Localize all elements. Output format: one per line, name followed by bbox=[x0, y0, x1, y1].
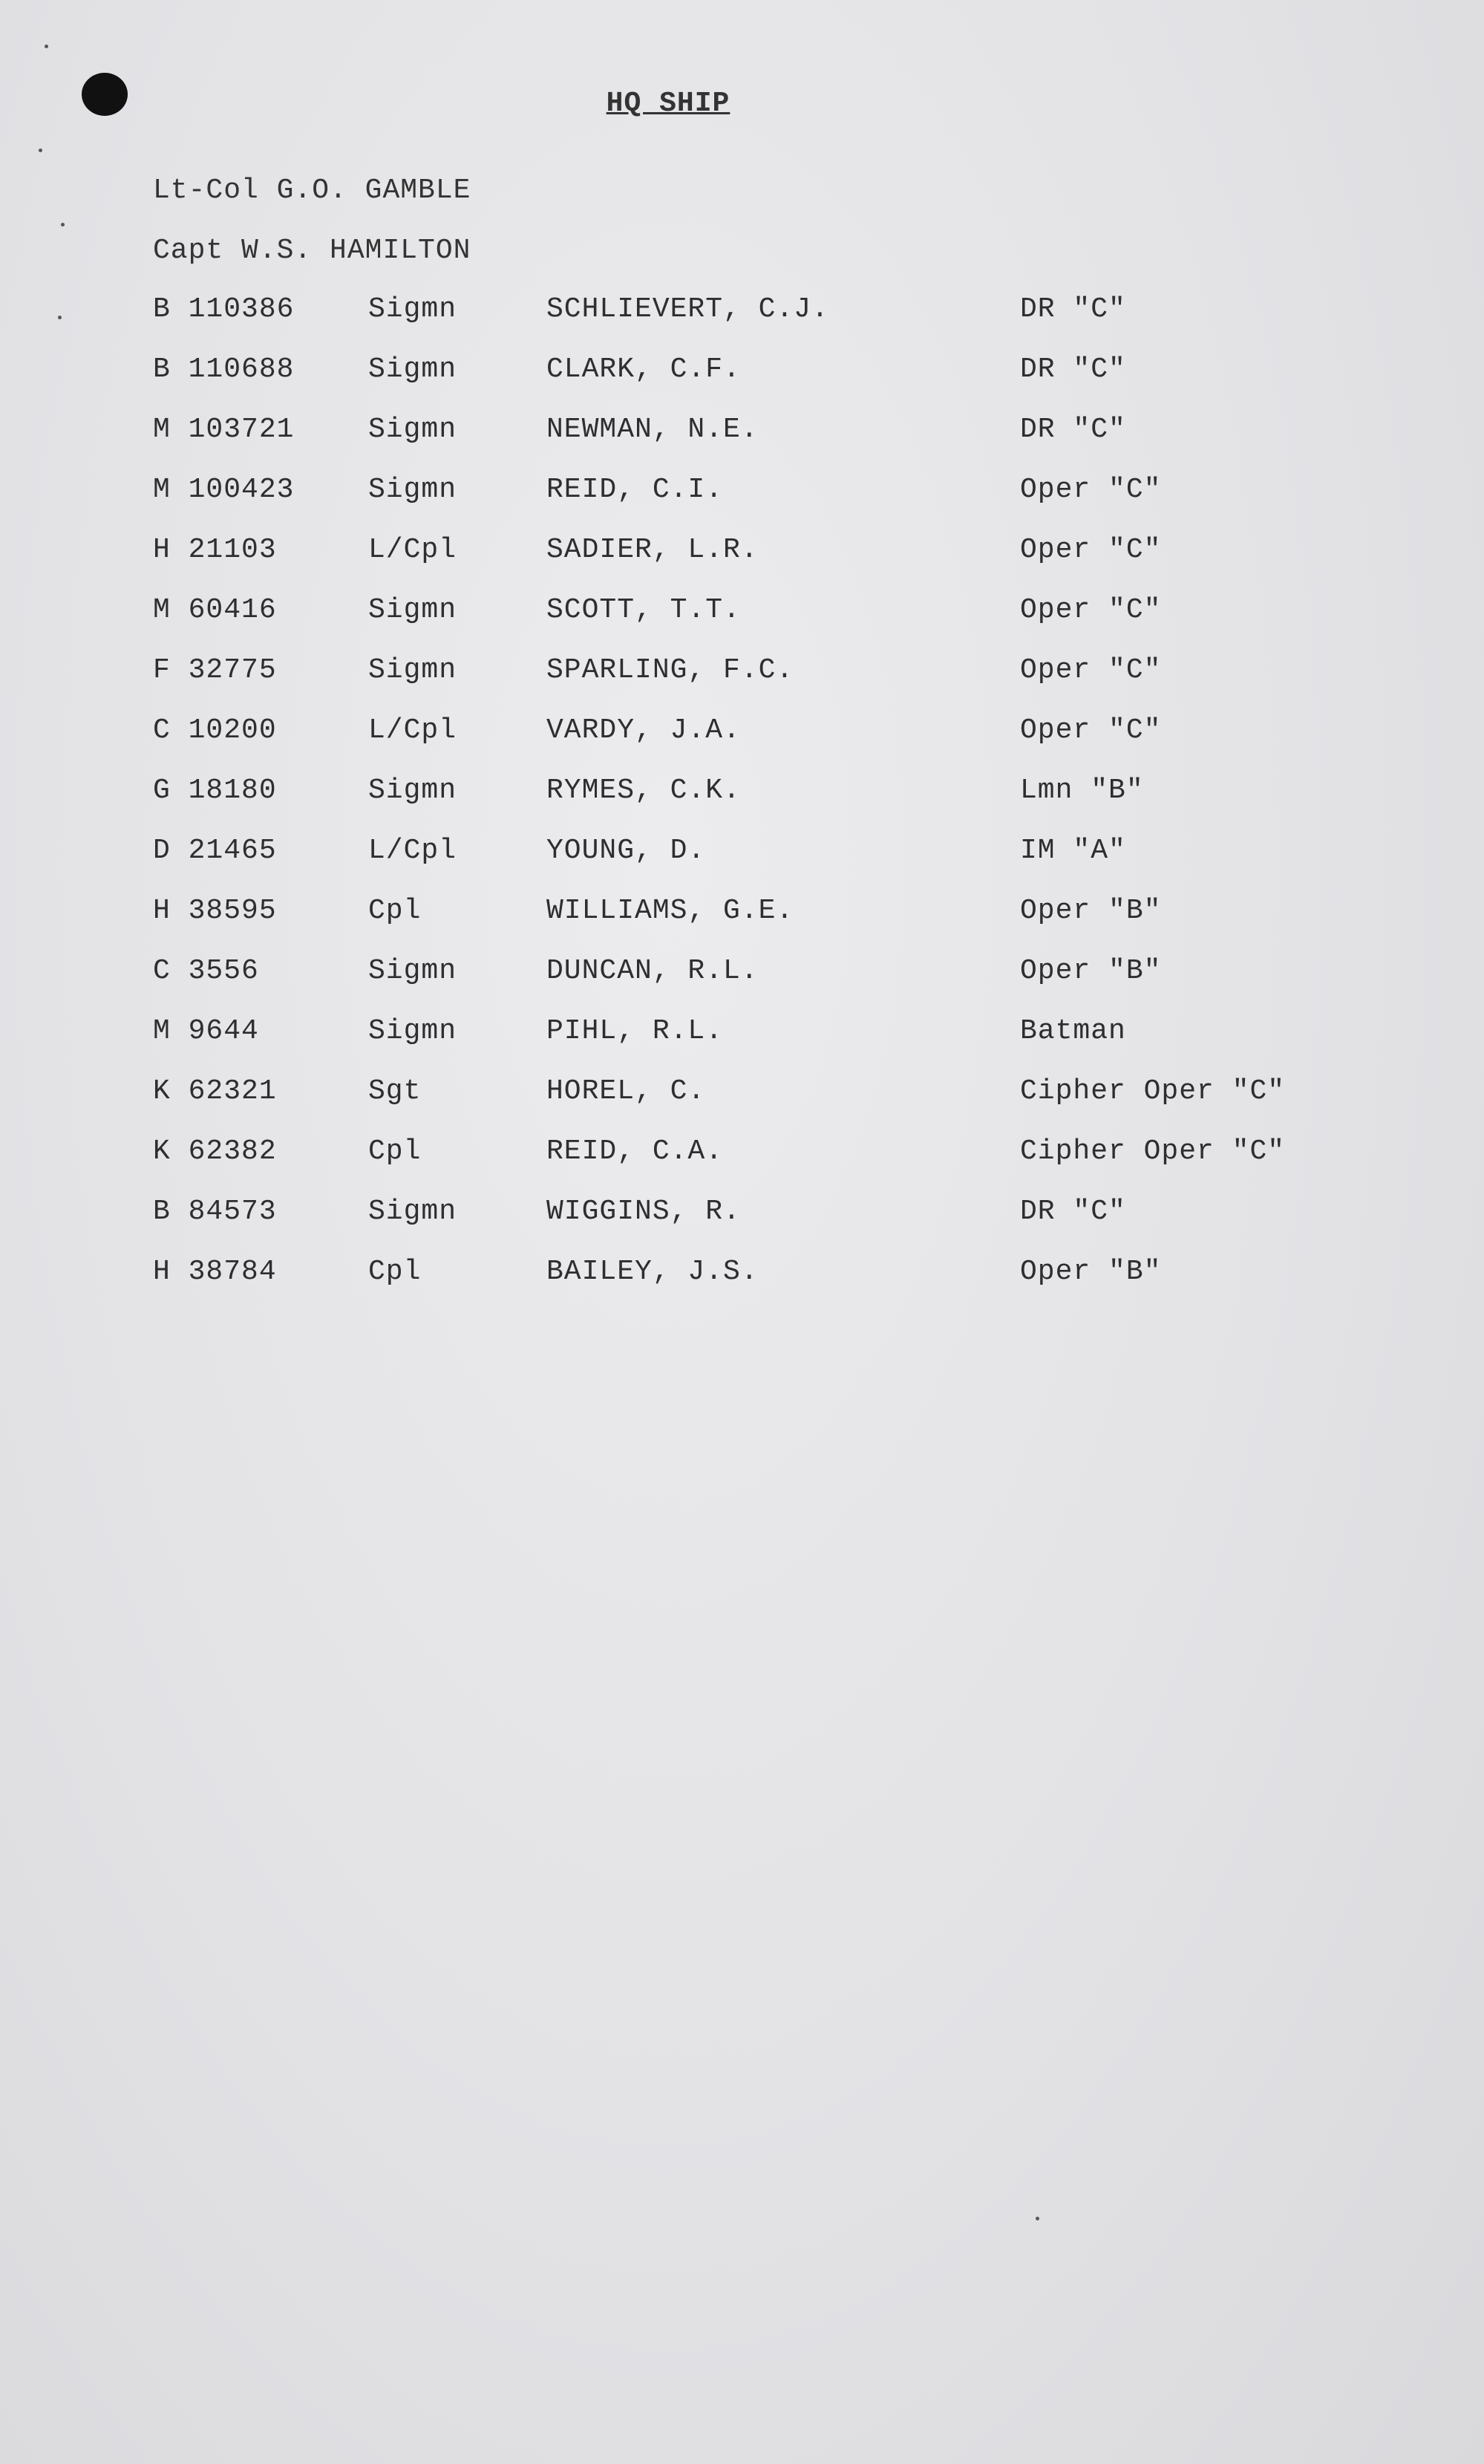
person-name: WILLIAMS, G.E. bbox=[546, 895, 794, 927]
rank: Sigmn bbox=[368, 594, 457, 626]
rank: Cpl bbox=[368, 895, 422, 927]
duty-assignment: Oper "C" bbox=[1020, 534, 1162, 566]
person-name: DUNCAN, R.L. bbox=[546, 955, 759, 987]
duty-assignment: Oper "B" bbox=[1020, 1256, 1162, 1288]
person-name: HOREL, C. bbox=[546, 1075, 706, 1107]
person-name: SADIER, L.R. bbox=[546, 534, 759, 566]
page-title: HQ SHIP bbox=[606, 88, 730, 120]
duty-assignment: DR "C" bbox=[1020, 293, 1126, 325]
rank: L/Cpl bbox=[368, 835, 457, 867]
duty-assignment: Lmn "B" bbox=[1020, 775, 1144, 806]
speck-mark bbox=[58, 316, 62, 319]
person-name: PIHL, R.L. bbox=[546, 1015, 724, 1047]
service-number: H 21103 bbox=[153, 534, 277, 566]
duty-assignment: Oper "C" bbox=[1020, 714, 1162, 746]
service-number: B 84573 bbox=[153, 1196, 277, 1228]
rank: Cpl bbox=[368, 1256, 422, 1288]
person-name: SPARLING, F.C. bbox=[546, 654, 794, 686]
speck-mark bbox=[61, 223, 65, 226]
rank: L/Cpl bbox=[368, 534, 457, 566]
person-name: YOUNG, D. bbox=[546, 835, 706, 867]
person-name: REID, C.I. bbox=[546, 474, 724, 506]
service-number: K 62321 bbox=[153, 1075, 277, 1107]
service-number: F 32775 bbox=[153, 654, 277, 686]
person-name: REID, C.A. bbox=[546, 1135, 724, 1167]
service-number: B 110386 bbox=[153, 293, 295, 325]
rank: Sigmn bbox=[368, 1015, 457, 1047]
duty-assignment: Oper "B" bbox=[1020, 895, 1162, 927]
rank: Cpl bbox=[368, 1135, 422, 1167]
person-name: SCOTT, T.T. bbox=[546, 594, 741, 626]
speck-mark bbox=[1036, 2217, 1039, 2220]
service-number: M 9644 bbox=[153, 1015, 259, 1047]
duty-assignment: Oper "C" bbox=[1020, 654, 1162, 686]
speck-mark bbox=[39, 149, 42, 152]
duty-assignment: DR "C" bbox=[1020, 353, 1126, 385]
duty-assignment: Cipher Oper "C" bbox=[1020, 1135, 1286, 1167]
person-name: SCHLIEVERT, C.J. bbox=[546, 293, 829, 325]
service-number: M 100423 bbox=[153, 474, 295, 506]
service-number: H 38784 bbox=[153, 1256, 277, 1288]
duty-assignment: Cipher Oper "C" bbox=[1020, 1075, 1286, 1107]
service-number: M 103721 bbox=[153, 414, 295, 446]
person-name: NEWMAN, N.E. bbox=[546, 414, 759, 446]
rank: Sigmn bbox=[368, 474, 457, 506]
speck-mark bbox=[45, 45, 48, 48]
officer-line: Capt W.S. HAMILTON bbox=[153, 235, 471, 267]
person-name: WIGGINS, R. bbox=[546, 1196, 741, 1228]
officer-line: Lt-Col G.O. GAMBLE bbox=[153, 175, 471, 206]
duty-assignment: Oper "C" bbox=[1020, 594, 1162, 626]
service-number: C 3556 bbox=[153, 955, 259, 987]
service-number: B 110688 bbox=[153, 353, 295, 385]
person-name: BAILEY, J.S. bbox=[546, 1256, 759, 1288]
rank: Sigmn bbox=[368, 775, 457, 806]
rank: Sigmn bbox=[368, 955, 457, 987]
person-name: RYMES, C.K. bbox=[546, 775, 741, 806]
rank: Sigmn bbox=[368, 654, 457, 686]
rank: Sigmn bbox=[368, 414, 457, 446]
person-name: VARDY, J.A. bbox=[546, 714, 741, 746]
service-number: C 10200 bbox=[153, 714, 277, 746]
rank: L/Cpl bbox=[368, 714, 457, 746]
rank: Sigmn bbox=[368, 353, 457, 385]
rank: Sgt bbox=[368, 1075, 422, 1107]
duty-assignment: DR "C" bbox=[1020, 414, 1126, 446]
service-number: G 18180 bbox=[153, 775, 277, 806]
service-number: M 60416 bbox=[153, 594, 277, 626]
service-number: K 62382 bbox=[153, 1135, 277, 1167]
duty-assignment: Oper "B" bbox=[1020, 955, 1162, 987]
service-number: H 38595 bbox=[153, 895, 277, 927]
rank: Sigmn bbox=[368, 1196, 457, 1228]
service-number: D 21465 bbox=[153, 835, 277, 867]
duty-assignment: IM "A" bbox=[1020, 835, 1126, 867]
duty-assignment: Batman bbox=[1020, 1015, 1126, 1047]
duty-assignment: DR "C" bbox=[1020, 1196, 1126, 1228]
duty-assignment: Oper "C" bbox=[1020, 474, 1162, 506]
person-name: CLARK, C.F. bbox=[546, 353, 741, 385]
rank: Sigmn bbox=[368, 293, 457, 325]
